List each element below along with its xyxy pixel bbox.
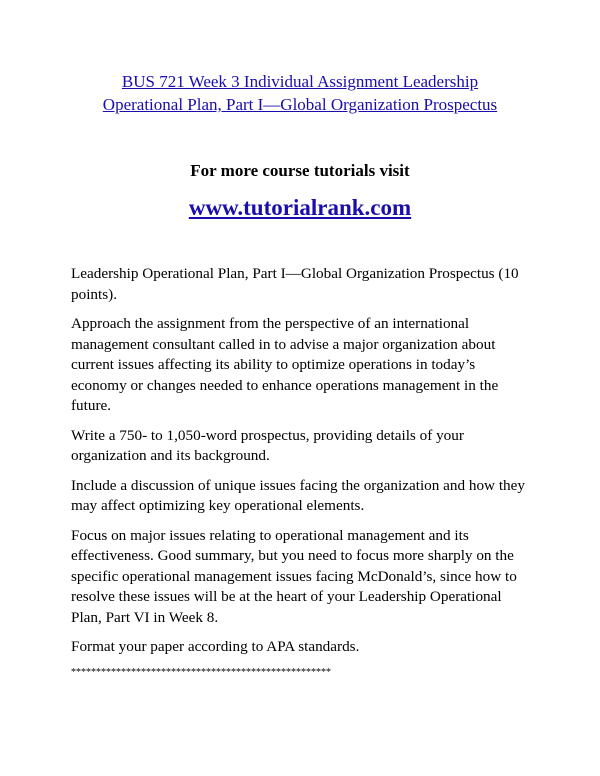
paragraph-focus: Focus on major issues relating to operational management and its effectiveness. Good summary, but you need to focus more sharply on the specific operational management issues facing McDonald’s, since how to resolve these issues will be at the heart of your Leadership Operational Plan, Part VI in Week 8. (71, 526, 517, 626)
paragraph-assignment-name: Leadership Operational Plan, Part I—Global Organization Prospectus (10 points). (71, 265, 519, 303)
document-body (71, 264, 531, 679)
paragraph-include: Include a discussion of unique issues facing the organization and how they may affect optimizing key operational elements. (71, 476, 525, 514)
paragraph-format: Format your paper according to APA standards. (71, 638, 360, 655)
title-line-2[interactable]: Operational Plan, Part I—Global Organization Prospectus (102, 95, 498, 114)
visit-heading: For more course tutorials visit (190, 161, 410, 180)
document-title-link[interactable] (60, 70, 540, 116)
title-line-1[interactable]: BUS 721 Week 3 Individual Assignment Leadership (121, 72, 479, 91)
paragraph-approach: Approach the assignment from the perspective of an international management consultant called in to advise a major organization about current issues affecting its ability to optimize operations in today’s economy or changes needed to enhance operations management in the future. (71, 315, 499, 414)
tutorialrank-link[interactable]: www.tutorialrank.com (188, 195, 412, 220)
paragraph-write: Write a 750- to 1,050-word prospectus, providing details of your organization and its background. (71, 426, 464, 464)
asterisk-separator: **************************************************** (71, 666, 331, 678)
